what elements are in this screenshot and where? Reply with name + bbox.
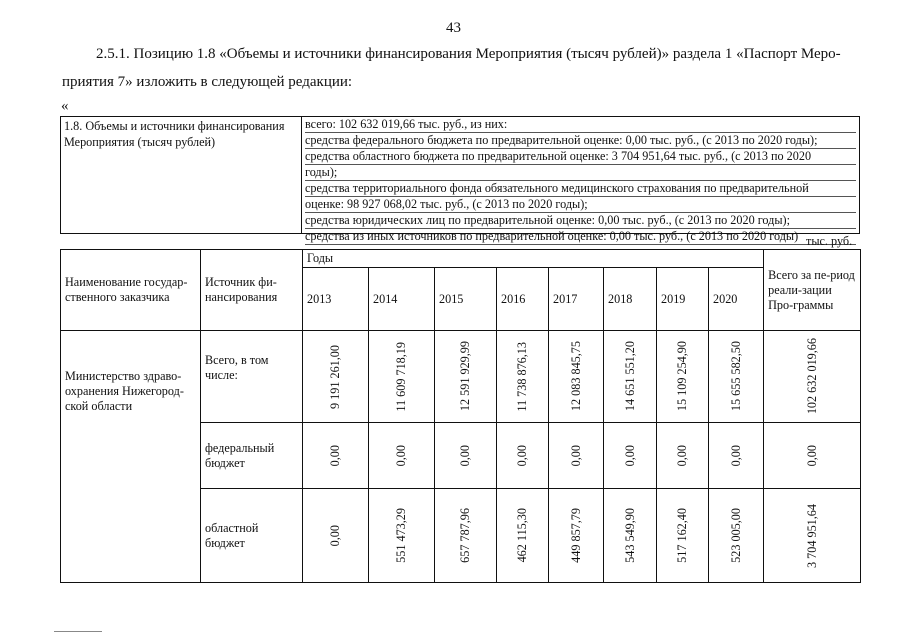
value-cell	[497, 489, 549, 583]
summary-line: средства юридических лиц по предварительной оценке: 0,00 тыс. руб., (с 2013 по 2020 годы);	[305, 213, 856, 229]
opening-quote: «	[61, 98, 69, 114]
value-cell	[435, 489, 497, 583]
value-cell	[303, 423, 369, 489]
value-text: 0,00	[394, 444, 408, 467]
value-text: 551 473,29	[394, 508, 408, 563]
value-text: 657 787,96	[458, 508, 472, 563]
year-cell: 2020	[709, 268, 764, 331]
value-cell	[497, 331, 549, 423]
financing-table	[60, 249, 861, 583]
source-cell: Всего, в том числе:	[201, 331, 303, 423]
header-total: Всего за пе-риод реали-зации Про-граммы	[764, 250, 861, 331]
value-cell	[435, 423, 497, 489]
summary-line: оценке: 98 927 068,02 тыс. руб., (с 2013 по 2020 годы);	[305, 197, 856, 213]
header-years: Годы	[303, 250, 764, 268]
value-cell	[709, 489, 764, 583]
value-text: 12 591 929,99	[458, 341, 472, 412]
bottom-divider	[54, 631, 102, 632]
value-text: 14 651 551,20	[622, 341, 637, 412]
summary-line: средства из иных источников по предварительной оценке: 0,00 тыс. руб., (с 2013 по 2020 годы)	[305, 229, 856, 245]
value-text: 11 609 718,19	[394, 341, 408, 412]
value-text: 449 857,79	[568, 508, 583, 563]
year-cell: 2015	[435, 268, 497, 331]
value-cell	[604, 331, 657, 423]
value-text: 15 109 254,90	[675, 341, 689, 412]
customer-cell: Министерство здраво-охранения Нижегород-ской области	[61, 331, 201, 583]
value-cell	[709, 331, 764, 423]
year-cell: 2016	[497, 268, 549, 331]
value-cell	[764, 489, 861, 583]
intro-line-2: приятия 7» изложить в следующей редакции:	[62, 74, 353, 90]
year-cell: 2019	[657, 268, 709, 331]
value-text: 543 549,90	[622, 508, 637, 563]
value-text: 0,00	[515, 444, 529, 467]
value-cell	[764, 331, 861, 423]
intro-paragraph	[62, 40, 862, 96]
header-source: Источник фи-нансирования	[201, 250, 303, 331]
value-text: 0,00	[568, 444, 583, 467]
financing-summary-text	[302, 117, 859, 245]
table-row	[61, 331, 861, 423]
value-text: 523 005,00	[728, 508, 743, 563]
value-cell	[657, 489, 709, 583]
value-text: 462 115,30	[515, 508, 529, 563]
value-cell	[303, 331, 369, 423]
source-cell: областной бюджет	[201, 489, 303, 583]
year-cell: 2013	[303, 268, 369, 331]
value-text: 9 191 261,00	[328, 344, 342, 409]
summary-line: годы);	[305, 165, 856, 181]
summary-line: всего: 102 632 019,66 тыс. руб., из них:	[305, 117, 856, 133]
intro-line-1: 2.5.1. Позицию 1.8 «Объемы и источники финансирования Мероприятия (тысяч рублей)» раздела 1 «Паспорт Меро-	[96, 46, 841, 62]
value-cell	[303, 489, 369, 583]
value-text: 15 655 582,50	[728, 341, 743, 412]
value-text: 0,00	[328, 524, 342, 547]
summary-line: средства областного бюджета по предварительной оценке: 3 704 951,64 тыс. руб., (с 2013 по 2020	[305, 149, 856, 165]
value-cell	[369, 489, 435, 583]
value-text: 12 083 845,75	[568, 341, 583, 412]
value-text: 11 738 876,13	[515, 341, 529, 412]
table-header-row	[61, 250, 861, 268]
financing-summary-row	[60, 116, 860, 243]
year-cell: 2014	[369, 268, 435, 331]
financing-summary-label: 1.8. Объемы и источники финансирования Мероприятия (тысяч рублей)	[61, 117, 302, 233]
value-text: 0,00	[328, 444, 342, 467]
value-cell	[604, 489, 657, 583]
value-cell	[549, 423, 604, 489]
value-text: 0,00	[622, 444, 637, 467]
value-cell	[657, 331, 709, 423]
value-cell	[369, 331, 435, 423]
value-cell	[435, 331, 497, 423]
value-text: 102 632 019,66	[804, 338, 819, 415]
header-customer: Наименование государ-ственного заказчика	[61, 250, 201, 331]
value-text: 0,00	[728, 444, 743, 467]
value-cell	[497, 423, 549, 489]
value-cell	[549, 331, 604, 423]
unit-label: тыс. руб.	[806, 234, 853, 248]
summary-line: средства федерального бюджета по предварительной оценке: 0,00 тыс. руб., (с 2013 по 2020 годы);	[305, 133, 856, 149]
value-cell	[549, 489, 604, 583]
value-cell	[764, 423, 861, 489]
value-text: 0,00	[675, 444, 689, 467]
value-cell	[657, 423, 709, 489]
year-cell: 2018	[604, 268, 657, 331]
value-cell	[369, 423, 435, 489]
value-text: 3 704 951,64	[804, 503, 819, 568]
value-text: 517 162,40	[675, 508, 689, 563]
year-cell: 2017	[549, 268, 604, 331]
page-number: 43	[446, 20, 461, 36]
value-text: 0,00	[804, 444, 819, 467]
source-cell: федеральный бюджет	[201, 423, 303, 489]
value-text: 0,00	[458, 444, 472, 467]
value-cell	[709, 423, 764, 489]
value-cell	[604, 423, 657, 489]
summary-line: средства территориального фонда обязательного медицинского страхования по предварительной	[305, 181, 856, 197]
